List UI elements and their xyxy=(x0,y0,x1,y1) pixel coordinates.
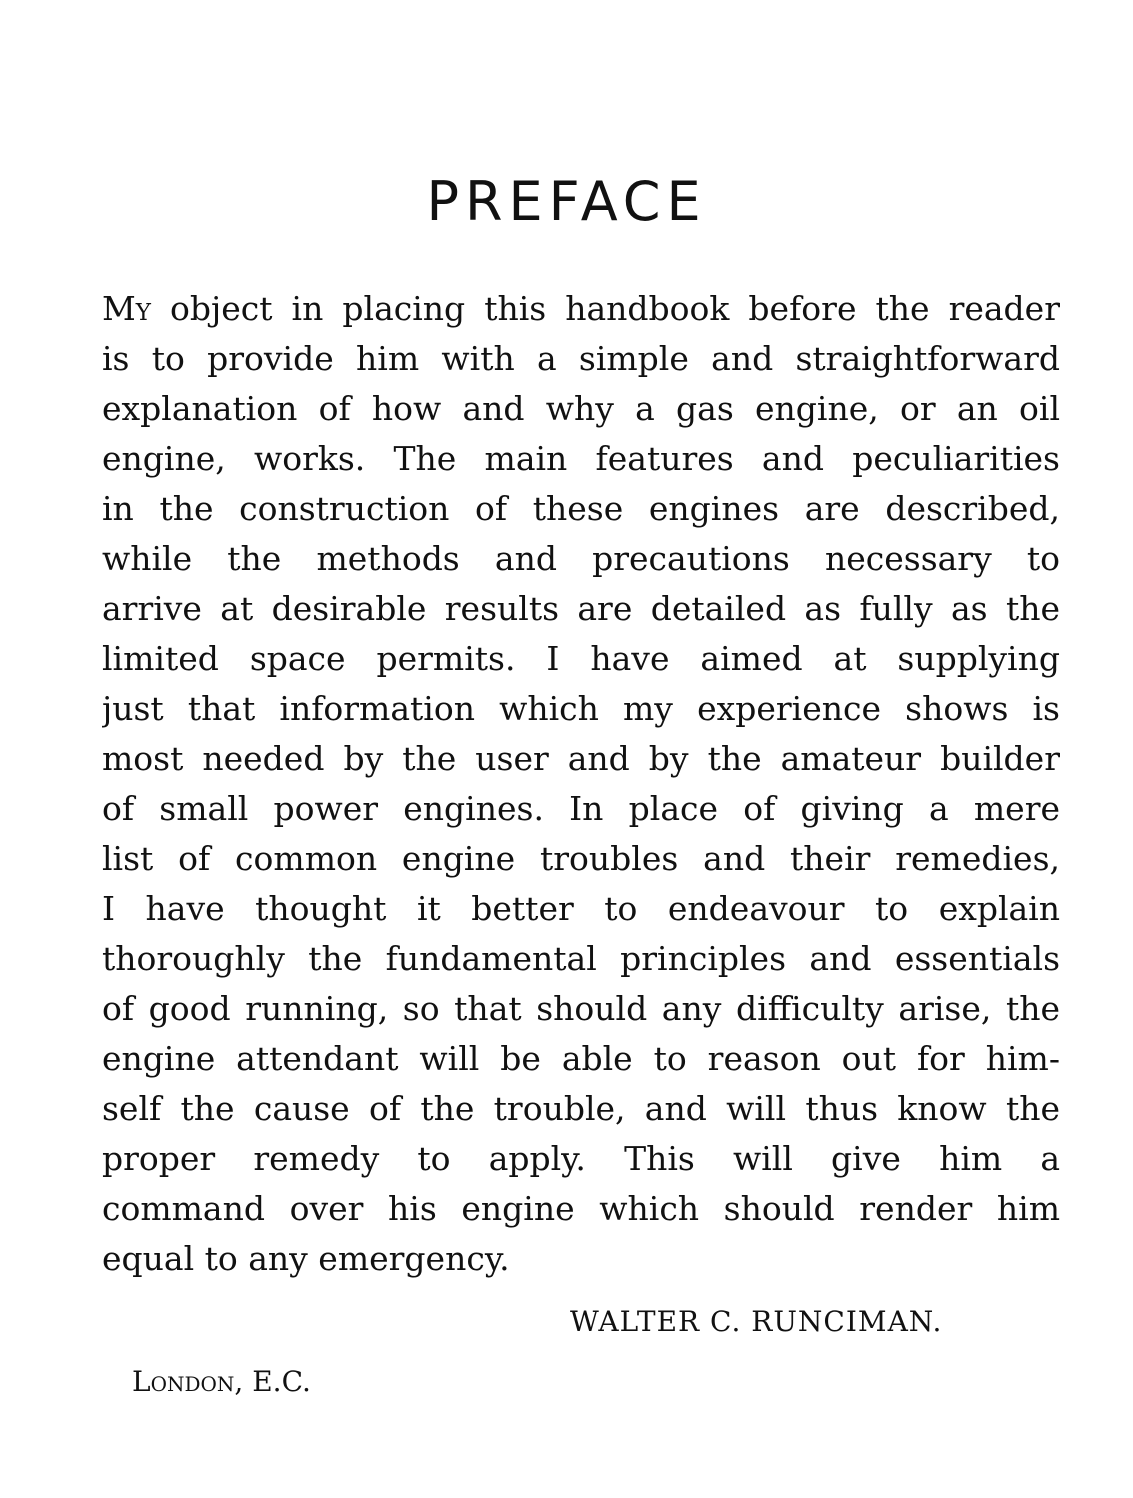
paragraph-line xyxy=(102,284,1060,334)
paragraph-line: proper remedy to apply. This will give him a xyxy=(102,1139,1060,1178)
author-signature: WALTER C. RUNCIMAN. xyxy=(570,1305,943,1338)
paragraph-line-text: object in placing this handbook before the reader xyxy=(150,289,1060,328)
page-title: PREFACE xyxy=(426,170,707,233)
paragraph-line: while the methods and precautions necessary to xyxy=(102,539,1060,578)
paragraph-line: limited space permits. I have aimed at supplying xyxy=(102,639,1060,678)
paragraph-line: engine, works. The main features and peculiarities xyxy=(102,439,1060,478)
preface-paragraph xyxy=(102,284,1060,1284)
paragraph-line: self the cause of the trouble, and will thus know the xyxy=(102,1089,1060,1128)
paragraph-line: explanation of how and why a gas engine, or an oil xyxy=(102,389,1060,428)
paragraph-line: of small power engines. In place of giving a mere xyxy=(102,789,1060,828)
paragraph-line: in the construction of these engines are described, xyxy=(102,489,1060,528)
paragraph-line: arrive at desirable results are detailed as fully as the xyxy=(102,589,1060,628)
paragraph-line: most needed by the user and by the amateur builder xyxy=(102,739,1060,778)
paragraph-line: list of common engine troubles and their remedies, xyxy=(102,839,1060,878)
paragraph-line: just that information which my experience shows is xyxy=(102,689,1060,728)
paragraph-line: thoroughly the fundamental principles and essentials xyxy=(102,939,1060,978)
opening-word: My xyxy=(102,289,151,328)
paragraph-line: of good running, so that should any difficulty arise, the xyxy=(102,989,1060,1028)
paragraph-line: is to provide him with a simple and straightforward xyxy=(102,339,1060,378)
paragraph-line: command over his engine which should render him xyxy=(102,1189,1060,1228)
place-line: London, E.C. xyxy=(132,1365,311,1398)
paragraph-line: equal to any emergency. xyxy=(102,1239,510,1278)
paragraph-line: engine attendant will be able to reason out for him- xyxy=(102,1039,1060,1078)
paragraph-line: I have thought it better to endeavour to explain xyxy=(102,889,1060,928)
